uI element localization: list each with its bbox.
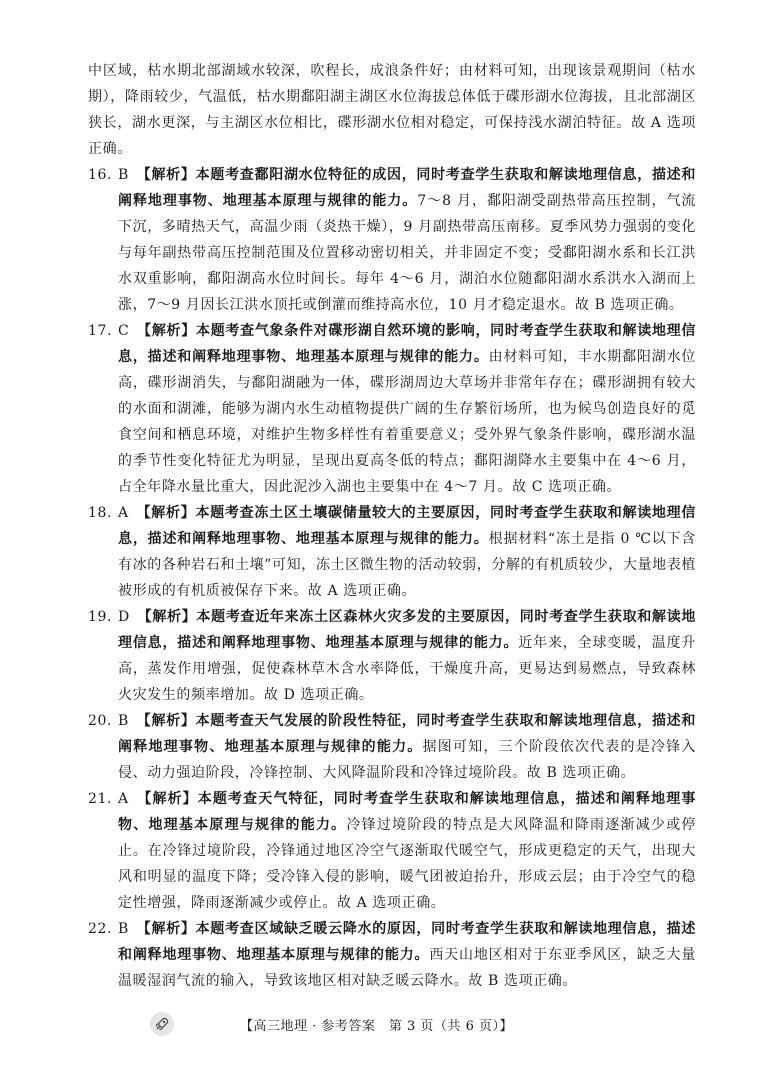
item-stem: 本题考查鄱阳湖水位特征的成因，同时考查学生获取和解读地理信息，描述和阐释地理事物、地理基本原理与规律的能力。 [118, 167, 696, 209]
item-stem: 本题考查冻土区土壤碳储量较大的主要原因，同时考查学生获取和解读地理信息，描述和阐释地理事物、地理基本原理与规律的能力。 [118, 505, 696, 547]
item-answer: A [118, 791, 129, 807]
item-answer: D [118, 609, 130, 625]
analysis-label: 【解析】 [143, 921, 196, 937]
item-number: 16. [88, 167, 113, 183]
item-answer: B [118, 921, 129, 937]
answer-item-21 [88, 786, 696, 916]
item-number: 21. [88, 791, 113, 807]
item-answer: A [118, 505, 129, 521]
analysis-label: 【解析】 [143, 713, 196, 729]
item-stem: 本题考查天气特征，同时考查学生获取和解读地理信息，描述和阐释地理事物、地理基本原理与规律的能力。 [118, 791, 696, 833]
analysis-label: 【解析】 [144, 323, 196, 339]
item-body: 西天山地区相对于东亚季风区，缺乏大量温暖湿润气流的输入，导致该地区相对缺乏暖云降水。故 B 选项正确。 [118, 947, 696, 989]
answer-item-20 [88, 708, 696, 786]
intro-paragraph: 中区域，枯水期北部湖域水较深，吹程长，成浪条件好；由材料可知，出现该景观期间（枯水期），降雨较少，气温低，枯水期鄱阳湖主湖区水位海拔总体低于碟形湖水位海拔，且北部湖区狭长，湖水更深，与主湖区水位相比，碟形湖水位相对稳定，可保持浅水湖泊特征。故 A 选项正确。 [88, 63, 696, 157]
analysis-label: 【解析】 [143, 505, 196, 521]
item-stem: 本题考查天气发展的阶段性特征，同时考查学生获取和解读地理信息，描述和阐释地理事物、地理基本原理与规律的能力。 [118, 713, 696, 755]
analysis-label: 【解析】 [143, 167, 196, 183]
item-stem: 本题考查区域缺乏暖云降水的原因，同时考查学生获取和解读地理信息，描述和阐释地理事物、地理基本原理与规律的能力。 [118, 921, 696, 963]
item-stem: 本题考查气象条件对碟形湖自然环境的影响，同时考查学生获取和解读地理信息，描述和阐释地理事物、地理基本原理与规律的能力。 [118, 323, 696, 365]
item-body: 近年来，全球变暖，温度升高，蒸发作用增强，促使森林草木含水率降低，干燥度升高，更易达到易燃点，导致森林火灾发生的频率增加。故 D 选项正确。 [118, 635, 696, 703]
item-number: 19. [88, 609, 113, 625]
footer-page-info: 【高三地理 · 参考答案 第 3 页（共 6 页）】 [240, 1018, 513, 1034]
answer-item-17 [88, 318, 696, 500]
item-answer: C [118, 323, 130, 339]
answer-item-18 [88, 500, 696, 604]
rocket-icon [150, 1012, 174, 1036]
answer-item-19 [88, 604, 696, 708]
item-body: 据图可知，三个阶段依次代表的是冷锋入侵、动力强迫阶段，冷锋控制、大风降温阶段和冷锋过境阶段。故 B 选项正确。 [118, 739, 696, 781]
item-body: 由材料可知，丰水期鄱阳湖水位高，碟形湖消失，与鄱阳湖融为一体，碟形湖周边大草场并非常年存在；碟形湖拥有较大的水面和湖滩，能够为湖内水生动植物提供广阔的生存繁衍场所，也为候鸟创造良好的觅食空间和栖息环境，对维护生物多样性有着重要意义；受外界气象条件影响，碟形湖水温的季节性变化特征尤为明显，呈现出夏高冬低的特点；鄱阳湖降水主要集中在 4～6 月，占全年降水量比重大，因此泥沙入湖也主要集中在 4～7 月。故 C 选项正确。 [118, 349, 696, 495]
item-stem: 本题考查近年来冻土区森林火灾多发的主要原因，同时考查学生获取和解读地理信息，描述和阐释地理事物、地理基本原理与规律的能力。 [118, 609, 696, 651]
page-footer [150, 1010, 570, 1038]
answer-page [88, 58, 696, 994]
item-number: 20. [88, 713, 113, 729]
item-answer: B [118, 167, 129, 183]
analysis-label: 【解析】 [144, 609, 197, 625]
item-number: 17. [88, 323, 113, 339]
analysis-label: 【解析】 [144, 791, 198, 807]
item-body: 7～8 月，鄱阳湖受副热带高压控制，气流下沉，多晴热天气，高温少雨（炎热干燥），9 月副热带高压南移。夏季风势力强弱的变化与每年副热带高压控制范围及位置移动密切相关，并非固定不变；受鄱阳湖水系和长江洪水双重影响，鄱阳湖高水位时间长。每年 4～6 月，湖泊水位随鄱阳湖水系洪水入湖而上涨，7～9 月因长江洪水顶托或倒灌而维持高水位，10 月才稳定退水。故 B 选项正确。 [118, 193, 697, 313]
item-body: 根据材料“冻土是指 0 ℃以下含有冰的各种岩石和土壤”可知，冻土区微生物的活动较弱，分解的有机质较少，大量地表植被形成的有机质被保存下来。故 A 选项正确。 [118, 531, 696, 599]
item-answer: B [118, 713, 129, 729]
answer-item-22 [88, 916, 696, 994]
answer-item-16 [88, 162, 696, 318]
item-number: 18. [88, 505, 113, 521]
item-number: 22. [88, 921, 113, 937]
item-body: 冷锋过境阶段的特点是大风降温和降雨逐渐减少或停止。在冷锋过境阶段，冷锋通过地区冷空气逐渐取代暖空气，形成更稳定的天气，出现大风和明显的温度下降；受冷锋入侵的影响，暖气团被迫抬升，形成云层；由于冷空气的稳定性增强，降雨逐渐减少或停止。故 A 选项正确。 [118, 817, 696, 911]
